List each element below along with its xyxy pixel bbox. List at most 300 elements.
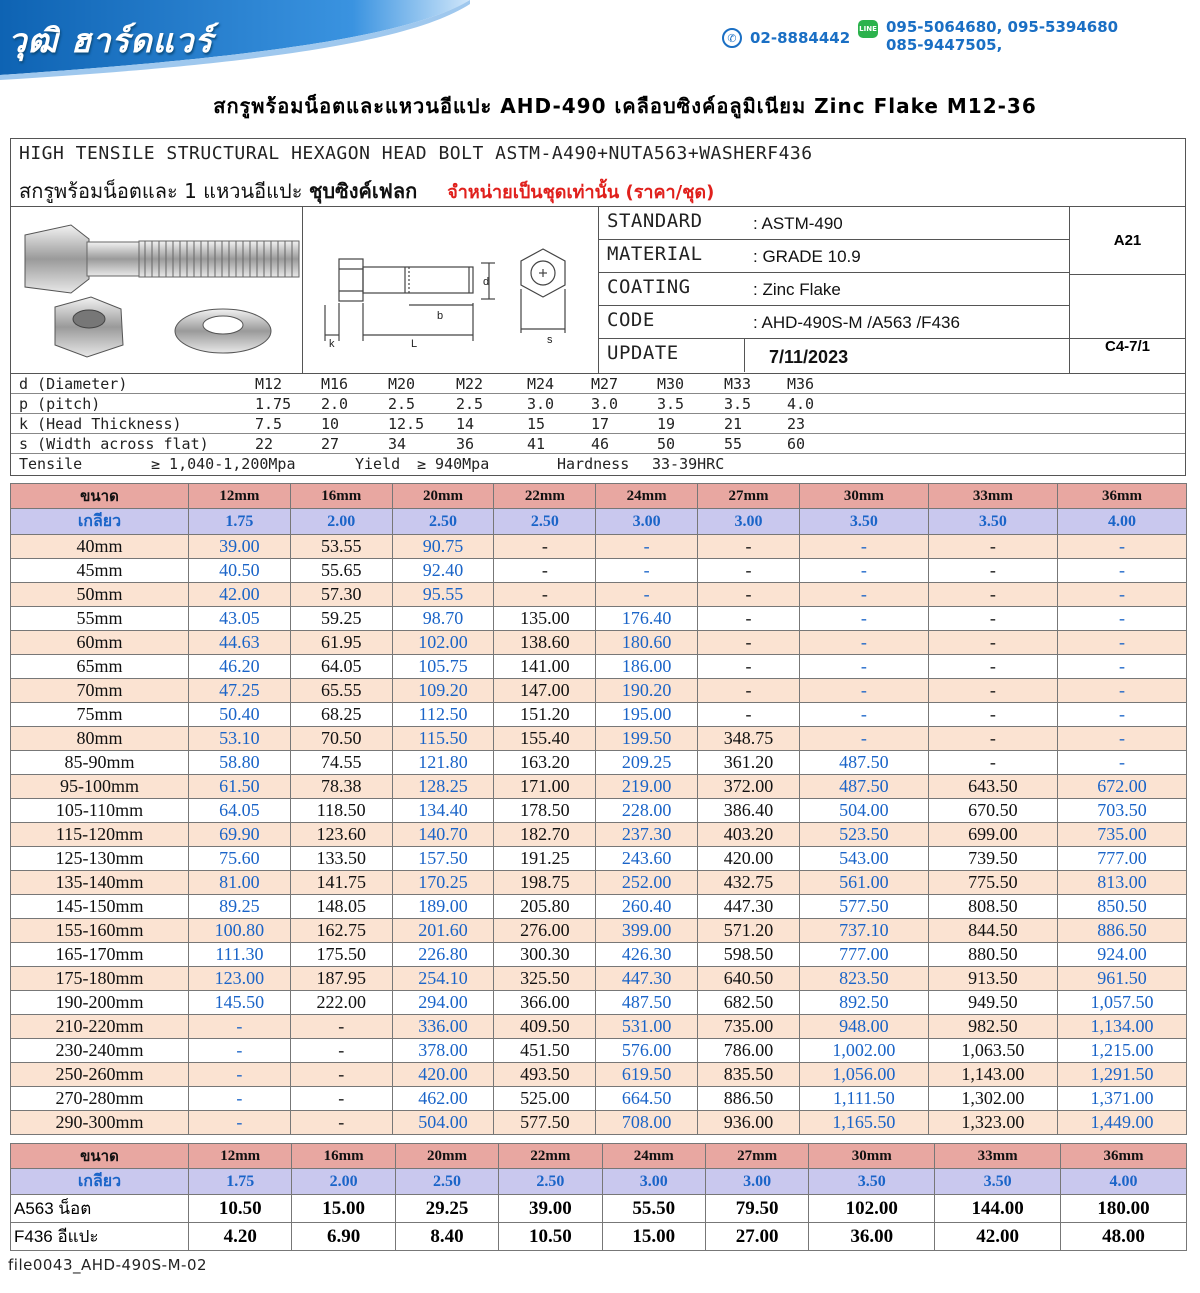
bolt-length: 105-110mm <box>11 799 189 823</box>
bolt-length: 65mm <box>11 655 189 679</box>
pitch-value: 2.00 <box>292 1169 395 1195</box>
price-cell: - <box>290 1063 392 1087</box>
table-row <box>11 679 1187 703</box>
line-numbers-2[interactable]: 085-9447505, <box>886 36 1003 54</box>
price-cell: 361.20 <box>698 751 800 775</box>
table-row <box>11 871 1187 895</box>
price-cell: 205.80 <box>494 895 596 919</box>
price-cell: 420.00 <box>698 847 800 871</box>
size-column-header: 27mm <box>705 1144 808 1169</box>
price-cell: 58.80 <box>189 751 291 775</box>
bolt-length: 190-200mm <box>11 991 189 1015</box>
dim-value: 2.5 <box>388 395 416 413</box>
pitch-value: 3.50 <box>928 509 1057 535</box>
accessory-price: 8.40 <box>395 1223 498 1251</box>
accessory-price: 6.90 <box>292 1223 395 1251</box>
bolt-length: 55mm <box>11 607 189 631</box>
price-cell: 576.00 <box>596 1039 698 1063</box>
price-cell: 190.20 <box>596 679 698 703</box>
price-cell: - <box>1057 559 1186 583</box>
price-cell: - <box>1057 703 1186 727</box>
price-cell: 850.50 <box>1057 895 1186 919</box>
price-cell: - <box>1057 751 1186 775</box>
phone-number[interactable]: 02-8884442 <box>750 29 851 47</box>
attr-coating <box>599 273 1069 306</box>
price-cell: 105.75 <box>392 655 494 679</box>
size-header-row <box>11 484 1187 509</box>
price-cell: 44.63 <box>189 631 291 655</box>
price-cell: 209.25 <box>596 751 698 775</box>
price-cell: 195.00 <box>596 703 698 727</box>
table-row <box>11 607 1187 631</box>
table-row <box>11 1063 1187 1087</box>
dim-value: 60 <box>787 435 806 453</box>
price-cell: 69.90 <box>189 823 291 847</box>
price-cell: 982.50 <box>928 1015 1057 1039</box>
price-cell: 325.50 <box>494 967 596 991</box>
price-cell: 786.00 <box>698 1039 800 1063</box>
spec-heading: HIGH TENSILE STRUCTURAL HEXAGON HEAD BOLT ASTM-A490+NUTA563+WASHERF436 <box>19 143 813 164</box>
price-cell: 336.00 <box>392 1015 494 1039</box>
bolt-nut-washer-image <box>11 207 303 373</box>
dim-value: 46 <box>591 435 610 453</box>
price-cell: 254.10 <box>392 967 494 991</box>
price-cell: 399.00 <box>596 919 698 943</box>
pitch-value: 2.50 <box>494 509 596 535</box>
dim-row-width-across-flat <box>11 434 1185 454</box>
price-cell: 462.00 <box>392 1087 494 1111</box>
size-column-header: 22mm <box>499 1144 602 1169</box>
bolt-length: 270-280mm <box>11 1087 189 1111</box>
price-cell: 252.00 <box>596 871 698 895</box>
price-cell: 571.20 <box>698 919 800 943</box>
price-cell: 123.00 <box>189 967 291 991</box>
pitch-value: 2.50 <box>395 1169 498 1195</box>
size-column-header: 12mm <box>189 1144 292 1169</box>
spec-subheading <box>19 175 714 207</box>
price-cell: 409.50 <box>494 1015 596 1039</box>
price-cell: 835.50 <box>698 1063 800 1087</box>
pitch-header-row <box>11 1169 1187 1195</box>
price-cell: - <box>189 1015 291 1039</box>
product-photo <box>11 207 303 373</box>
pitch-value: 3.00 <box>705 1169 808 1195</box>
price-cell: 243.60 <box>596 847 698 871</box>
price-cell: - <box>799 535 928 559</box>
table-row <box>11 895 1187 919</box>
price-cell: 487.50 <box>596 991 698 1015</box>
price-cell: 182.70 <box>494 823 596 847</box>
accessory-row <box>11 1195 1187 1223</box>
attr-value: 7/11/2023 <box>769 347 849 367</box>
price-cell: 198.75 <box>494 871 596 895</box>
price-cell: 134.40 <box>392 799 494 823</box>
price-cell: 74.55 <box>290 751 392 775</box>
price-cell: 561.00 <box>799 871 928 895</box>
bolt-length: 85-90mm <box>11 751 189 775</box>
dim-value: M36 <box>787 375 815 393</box>
price-cell: 53.10 <box>189 727 291 751</box>
price-cell: 1,323.00 <box>928 1111 1057 1135</box>
price-cell: 487.50 <box>799 751 928 775</box>
price-cell: - <box>928 607 1057 631</box>
price-cell: 176.40 <box>596 607 698 631</box>
accessory-price: 79.50 <box>705 1195 808 1223</box>
dim-value: 3.0 <box>591 395 619 413</box>
price-cell: 504.00 <box>392 1111 494 1135</box>
price-cell: 61.50 <box>189 775 291 799</box>
table-row <box>11 535 1187 559</box>
dim-row-diameter <box>11 374 1185 394</box>
price-cell: 171.00 <box>494 775 596 799</box>
price-cell: 170.25 <box>392 871 494 895</box>
table-row <box>11 775 1187 799</box>
table-row <box>11 823 1187 847</box>
price-cell: - <box>596 583 698 607</box>
diagram-label-s: s <box>547 334 553 346</box>
price-cell: 226.80 <box>392 943 494 967</box>
price-cell: 1,063.50 <box>928 1039 1057 1063</box>
price-cell: 141.00 <box>494 655 596 679</box>
price-cell: 1,371.00 <box>1057 1087 1186 1111</box>
price-cell: 133.50 <box>290 847 392 871</box>
price-cell: 777.00 <box>1057 847 1186 871</box>
dim-value: M22 <box>456 375 484 393</box>
attr-value: : Zinc Flake <box>753 280 841 299</box>
price-cell: 180.60 <box>596 631 698 655</box>
price-cell: 948.00 <box>799 1015 928 1039</box>
tensile-value: ≥ 1,040-1,200Mpa <box>151 455 296 473</box>
pitch-value: 3.00 <box>596 509 698 535</box>
price-cell: 493.50 <box>494 1063 596 1087</box>
price-cell: 682.50 <box>698 991 800 1015</box>
price-cell: - <box>290 1015 392 1039</box>
price-cell: - <box>1057 679 1186 703</box>
price-cell: - <box>290 1039 392 1063</box>
price-cell: 61.95 <box>290 631 392 655</box>
price-cell: 228.00 <box>596 799 698 823</box>
pitch-value: 3.00 <box>602 1169 705 1195</box>
price-cell: 808.50 <box>928 895 1057 919</box>
price-cell: 123.60 <box>290 823 392 847</box>
price-cell: - <box>799 679 928 703</box>
dim-value: 22 <box>255 435 274 453</box>
price-cell: - <box>698 631 800 655</box>
price-table <box>10 483 1187 1135</box>
price-cell: 619.50 <box>596 1063 698 1087</box>
accessory-price-table <box>10 1143 1187 1251</box>
price-cell: 300.30 <box>494 943 596 967</box>
price-cell: 577.50 <box>799 895 928 919</box>
price-cell: - <box>928 655 1057 679</box>
size-column-header: 22mm <box>494 484 596 509</box>
price-cell: - <box>799 631 928 655</box>
price-cell: 121.80 <box>392 751 494 775</box>
pitch-value: 3.50 <box>935 1169 1061 1195</box>
spec-coating-text: ชุบซิงค์เฟลก <box>308 179 418 203</box>
attr-label: CODE <box>607 309 655 331</box>
pitch-value: 2.50 <box>392 509 494 535</box>
price-cell: - <box>698 559 800 583</box>
dim-value: 23 <box>787 415 806 433</box>
size-column-header: 33mm <box>935 1144 1061 1169</box>
price-cell: - <box>494 583 596 607</box>
pitch-header: เกลียว <box>11 1169 189 1195</box>
price-cell: 50.40 <box>189 703 291 727</box>
price-cell: - <box>1057 631 1186 655</box>
size-header-row <box>11 1144 1187 1169</box>
price-cell: 737.10 <box>799 919 928 943</box>
price-cell: 1,449.00 <box>1057 1111 1186 1135</box>
dim-label: k (Head Thickness) <box>19 415 182 433</box>
price-cell: - <box>698 655 800 679</box>
price-cell: 708.00 <box>596 1111 698 1135</box>
price-cell: - <box>698 679 800 703</box>
price-cell: - <box>189 1087 291 1111</box>
price-cell: - <box>698 703 800 727</box>
yield-label: Yield <box>355 455 401 473</box>
dim-row-pitch <box>11 394 1185 414</box>
price-cell: 1,111.50 <box>799 1087 928 1111</box>
table-row <box>11 727 1187 751</box>
price-cell: 135.00 <box>494 607 596 631</box>
price-cell: 53.55 <box>290 535 392 559</box>
dim-value: 3.5 <box>724 395 752 413</box>
price-cell: 1,165.50 <box>799 1111 928 1135</box>
line-contact <box>858 18 1118 54</box>
price-cell: - <box>928 703 1057 727</box>
size-column-header: 20mm <box>395 1144 498 1169</box>
price-cell: 55.65 <box>290 559 392 583</box>
price-cell: 90.75 <box>392 535 494 559</box>
price-cell: - <box>189 1039 291 1063</box>
bolt-length: 75mm <box>11 703 189 727</box>
accessory-price: 36.00 <box>809 1223 935 1251</box>
price-cell: 936.00 <box>698 1111 800 1135</box>
price-cell: 1,215.00 <box>1057 1039 1186 1063</box>
size-column-header: 16mm <box>292 1144 395 1169</box>
price-cell: 163.20 <box>494 751 596 775</box>
diagram-label-b: b <box>437 310 444 322</box>
price-cell: 39.00 <box>189 535 291 559</box>
table-row <box>11 991 1187 1015</box>
price-cell: 157.50 <box>392 847 494 871</box>
price-cell: 191.25 <box>494 847 596 871</box>
accessory-price: 102.00 <box>809 1195 935 1223</box>
price-cell: - <box>928 631 1057 655</box>
price-cell: - <box>799 559 928 583</box>
price-cell: 75.60 <box>189 847 291 871</box>
price-cell: - <box>494 559 596 583</box>
bolt-length: 125-130mm <box>11 847 189 871</box>
accessory-price: 48.00 <box>1061 1223 1187 1251</box>
accessory-price: 27.00 <box>705 1223 808 1251</box>
size-header: ขนาด <box>11 1144 189 1169</box>
sold-as-set-note: จำหน่ายเป็นชุดเท่านั้น (ราคา/ชุด) <box>447 182 715 203</box>
attr-value: : AHD-490S-M /A563 /F436 <box>753 313 960 332</box>
price-cell: 670.50 <box>928 799 1057 823</box>
price-cell: 64.05 <box>290 655 392 679</box>
price-cell: - <box>799 583 928 607</box>
price-cell: 81.00 <box>189 871 291 895</box>
price-cell: 643.50 <box>928 775 1057 799</box>
accessory-price: 4.20 <box>189 1223 292 1251</box>
price-cell: 1,056.00 <box>799 1063 928 1087</box>
dim-value: M27 <box>591 375 619 393</box>
price-cell: - <box>698 583 800 607</box>
price-cell: - <box>698 607 800 631</box>
spec-subheading-text: สกรูพร้อมน็อตและ 1 แหวนอีแปะ <box>19 179 309 203</box>
brand-logo: วุฒิ ฮาร์ดแวร์ <box>8 21 214 60</box>
dim-value: 2.0 <box>321 395 349 413</box>
price-cell: 844.50 <box>928 919 1057 943</box>
accessory-label: A563 น็อต <box>11 1195 189 1223</box>
price-cell: 892.50 <box>799 991 928 1015</box>
price-cell: - <box>928 583 1057 607</box>
technical-drawing <box>303 207 599 373</box>
bolt-length: 210-220mm <box>11 1015 189 1039</box>
diagram-label-L: L <box>411 338 418 350</box>
price-cell: 1,057.50 <box>1057 991 1186 1015</box>
catalog-code-a21: A21 <box>1069 207 1185 275</box>
accessory-price: 39.00 <box>499 1195 602 1223</box>
bolt-length: 165-170mm <box>11 943 189 967</box>
price-cell: 57.30 <box>290 583 392 607</box>
price-cell: - <box>1057 583 1186 607</box>
hardness-label: Hardness <box>557 455 630 473</box>
dim-value: 19 <box>657 415 676 433</box>
price-cell: 141.75 <box>290 871 392 895</box>
spec-panel <box>10 138 1186 476</box>
bolt-length: 95-100mm <box>11 775 189 799</box>
table-row <box>11 751 1187 775</box>
price-cell: 1,134.00 <box>1057 1015 1186 1039</box>
price-cell: 102.00 <box>392 631 494 655</box>
pitch-value: 4.00 <box>1061 1169 1187 1195</box>
attr-label: UPDATE <box>607 342 679 364</box>
attr-label: MATERIAL <box>607 243 703 265</box>
price-cell: 949.50 <box>928 991 1057 1015</box>
price-cell: 112.50 <box>392 703 494 727</box>
price-cell: - <box>1057 607 1186 631</box>
price-cell: 201.60 <box>392 919 494 943</box>
size-column-header: 36mm <box>1057 484 1186 509</box>
table-row <box>11 703 1187 727</box>
price-cell: 162.75 <box>290 919 392 943</box>
size-column-header: 24mm <box>602 1144 705 1169</box>
price-cell: 151.20 <box>494 703 596 727</box>
pitch-value: 4.00 <box>1057 509 1186 535</box>
accessory-row <box>11 1223 1187 1251</box>
price-cell: 147.00 <box>494 679 596 703</box>
bolt-length: 135-140mm <box>11 871 189 895</box>
price-cell: 276.00 <box>494 919 596 943</box>
price-cell: 42.00 <box>189 583 291 607</box>
price-cell: 777.00 <box>799 943 928 967</box>
dimensions-table <box>11 374 1185 474</box>
dim-label: p (pitch) <box>19 395 101 413</box>
phone-icon: ✆ <box>722 28 742 48</box>
dim-value: 17 <box>591 415 610 433</box>
dim-value: 50 <box>657 435 676 453</box>
size-column-header: 30mm <box>799 484 928 509</box>
price-cell: 89.25 <box>189 895 291 919</box>
price-cell: 432.75 <box>698 871 800 895</box>
bolt-length: 80mm <box>11 727 189 751</box>
dim-value: 34 <box>388 435 407 453</box>
dim-value: 41 <box>527 435 546 453</box>
price-cell: 1,302.00 <box>928 1087 1057 1111</box>
pitch-value: 3.50 <box>809 1169 935 1195</box>
price-cell: 65.55 <box>290 679 392 703</box>
price-cell: 447.30 <box>596 967 698 991</box>
price-cell: 420.00 <box>392 1063 494 1087</box>
table-row <box>11 799 1187 823</box>
price-cell: 189.00 <box>392 895 494 919</box>
size-column-header: 33mm <box>928 484 1057 509</box>
price-cell: 775.50 <box>928 871 1057 895</box>
divider <box>744 339 745 372</box>
price-cell: 100.80 <box>189 919 291 943</box>
price-cell: - <box>928 559 1057 583</box>
price-cell: 78.38 <box>290 775 392 799</box>
price-cell: 703.50 <box>1057 799 1186 823</box>
pitch-value: 3.50 <box>799 509 928 535</box>
page-title: สกรูพร้อมน็อตและแหวนอีแปะ AHD-490 เคลือบซิงค์อลูมิเนียม Zinc Flake M12-36 <box>213 94 1037 118</box>
price-cell: - <box>928 535 1057 559</box>
price-cell: 699.00 <box>928 823 1057 847</box>
price-cell: - <box>928 679 1057 703</box>
pitch-header-row <box>11 509 1187 535</box>
dim-row-strength <box>11 454 1185 474</box>
dim-value: 36 <box>456 435 475 453</box>
page-header <box>0 0 1200 80</box>
price-cell: 924.00 <box>1057 943 1186 967</box>
price-cell: 1,002.00 <box>799 1039 928 1063</box>
size-column-header: 12mm <box>189 484 291 509</box>
price-cell: - <box>596 535 698 559</box>
table-row <box>11 559 1187 583</box>
price-cell: 913.50 <box>928 967 1057 991</box>
bolt-length: 155-160mm <box>11 919 189 943</box>
table-row <box>11 1039 1187 1063</box>
price-cell: 43.05 <box>189 607 291 631</box>
price-cell: 95.55 <box>392 583 494 607</box>
price-cell: 372.00 <box>698 775 800 799</box>
price-cell: 1,143.00 <box>928 1063 1057 1087</box>
price-cell: 531.00 <box>596 1015 698 1039</box>
price-cell: 294.00 <box>392 991 494 1015</box>
size-column-header: 20mm <box>392 484 494 509</box>
dim-value: M30 <box>657 375 685 393</box>
dim-value: 14 <box>456 415 475 433</box>
attr-material <box>599 240 1069 273</box>
hardness-value: 33-39HRC <box>652 455 725 473</box>
dim-value: 4.0 <box>787 395 815 413</box>
bolt-length: 40mm <box>11 535 189 559</box>
accessory-price: 10.50 <box>189 1195 292 1223</box>
dim-value: 7.5 <box>255 415 283 433</box>
price-cell: 64.05 <box>189 799 291 823</box>
price-cell: 148.05 <box>290 895 392 919</box>
price-cell: - <box>189 1111 291 1135</box>
dim-value: M16 <box>321 375 349 393</box>
size-column-header: 36mm <box>1061 1144 1187 1169</box>
dim-value: 10 <box>321 415 340 433</box>
price-cell: - <box>928 727 1057 751</box>
dim-row-head-thickness <box>11 414 1185 434</box>
line-numbers-1[interactable]: 095-5064680, 095-5394680 <box>886 18 1119 36</box>
